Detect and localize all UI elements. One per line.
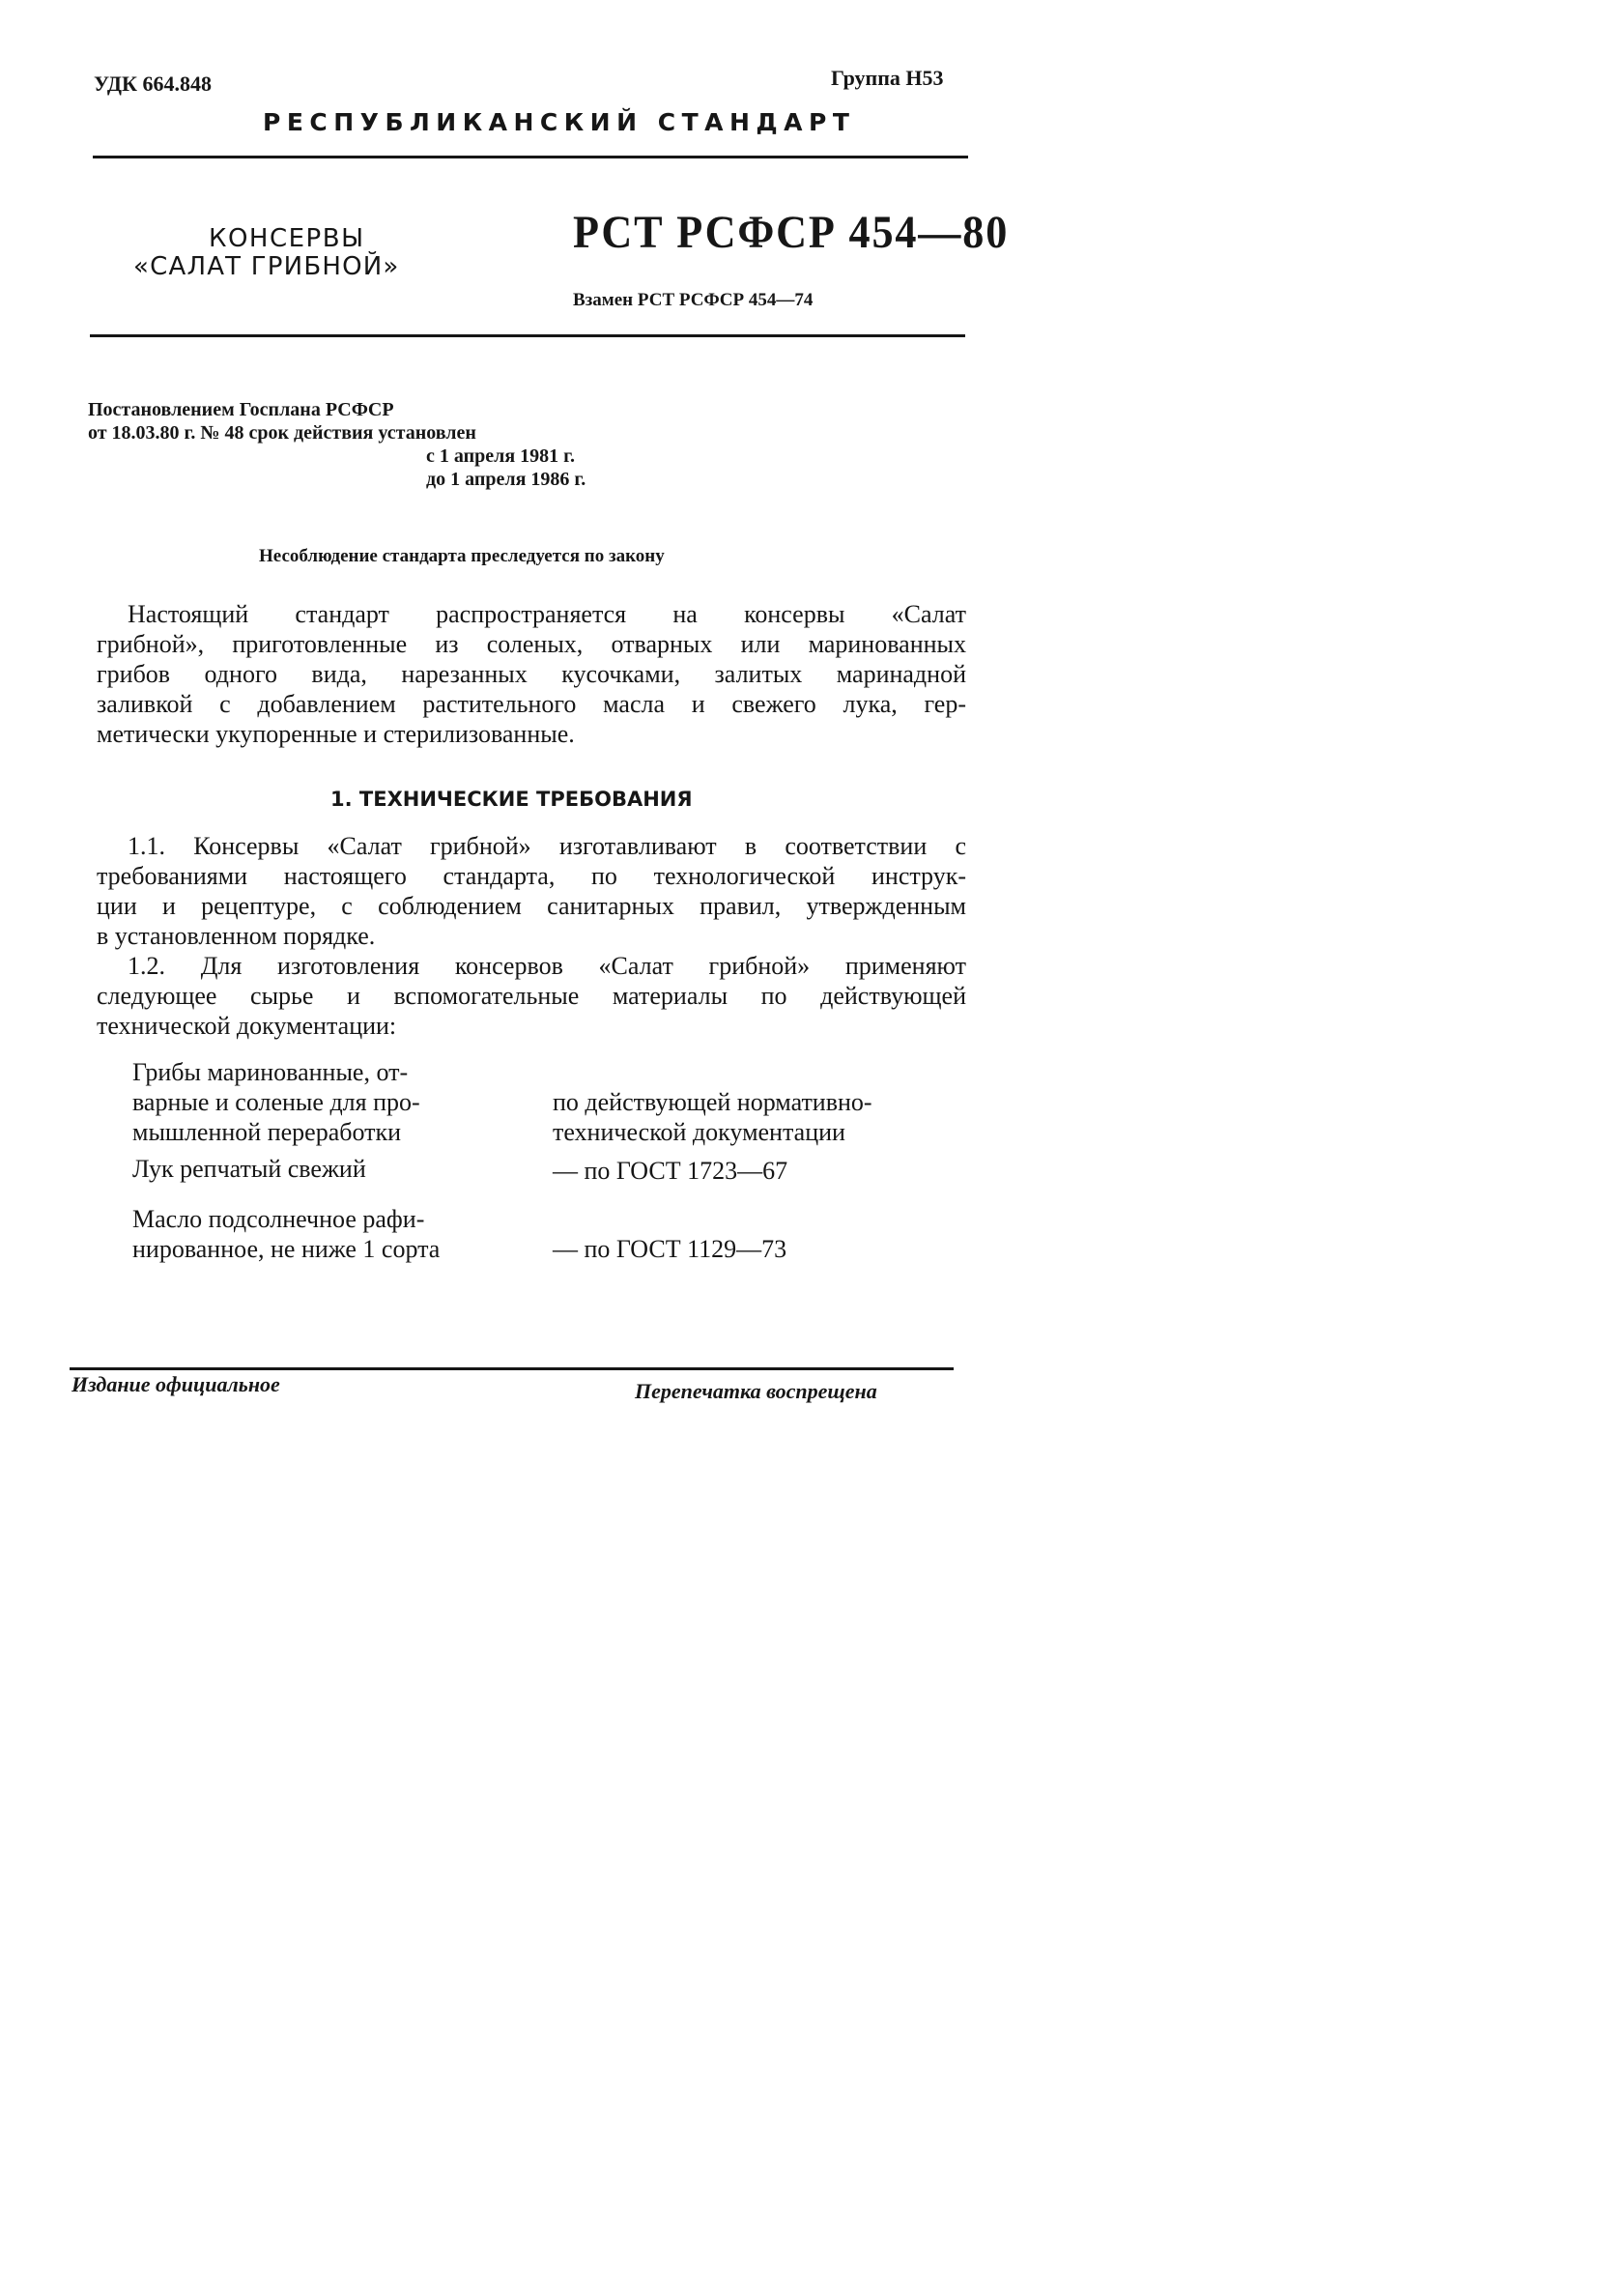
material-name-line: мышленной переработки [132, 1118, 402, 1146]
footer-rule [70, 1367, 954, 1370]
group-code: Группа Н53 [831, 66, 944, 90]
decree-line: от 18.03.80 г. № 48 срок действия установлен [88, 422, 476, 444]
material-name [132, 1154, 366, 1184]
material-spec-line: по действующей нормативно- [553, 1088, 872, 1116]
material-spec [553, 1087, 872, 1147]
material-spec [553, 1156, 787, 1186]
material-name-line: варные и соленые для про- [132, 1088, 420, 1116]
paragraph-line: грибной», приготовленные из соленых, отварных или маринованных [97, 630, 966, 658]
material-name-line: нированное, не ниже 1 сорта [132, 1235, 441, 1263]
top-rule [93, 156, 968, 158]
decree-start-date: с 1 апреля 1981 г. [426, 445, 576, 467]
title-rule [90, 334, 965, 337]
udk-code: УДК 664.848 [94, 72, 213, 96]
intro-paragraph [97, 599, 966, 749]
paragraph-line: 1.1. Консервы «Салат грибной» изготавливают в соответствии с [128, 832, 966, 860]
decree-end-date: до 1 апреля 1986 г. [426, 469, 586, 490]
decree-line: Постановлением Госплана РСФСР [88, 399, 394, 420]
paragraph-line: грибов одного вида, нарезанных кусочками, залитых маринадной [97, 660, 966, 688]
material-name-line: Масло подсолнечное рафи- [132, 1205, 425, 1233]
replaces-standard: Взамен РСТ РСФСР 454—74 [573, 290, 814, 310]
standard-type-heading: РЕСПУБЛИКАНСКИЙ СТАНДАРТ [263, 108, 856, 136]
material-name-line: Грибы маринованные, от- [132, 1058, 409, 1086]
material-spec-line: — по ГОСТ 1723—67 [553, 1157, 788, 1185]
paragraph-line: Настоящий стандарт распространяется на консервы «Салат [128, 600, 966, 628]
material-name [132, 1204, 440, 1264]
section-heading: 1. ТЕХНИЧЕСКИЕ ТРЕБОВАНИЯ [330, 788, 693, 811]
paragraph-line: 1.2. Для изготовления консервов «Салат грибной» применяют [128, 952, 966, 980]
paragraph-line: ции и рецептуре, с соблюдением санитарных правил, утвержденным [97, 892, 966, 920]
material-spec [553, 1234, 786, 1264]
material-spec-line: технической документации [553, 1118, 845, 1146]
reprint-prohibited-note: Перепечатка воспрещена [635, 1379, 877, 1403]
material-name [132, 1057, 420, 1147]
material-spec-line: — по ГОСТ 1129—73 [553, 1235, 787, 1263]
paragraph-line: требованиями настоящего стандарта, по технологической инструк- [97, 862, 966, 890]
product-title-line2: «САЛАТ ГРИБНОЙ» [133, 252, 400, 281]
standard-number: РСТ РСФСР 454—80 [573, 207, 1010, 258]
paragraph-line: технической документации: [97, 1012, 397, 1040]
official-edition-note: Издание официальное [71, 1372, 280, 1396]
clause-1-1 [97, 831, 966, 1041]
paragraph-line: заливкой с добавлением растительного масла и свежего лука, гер- [97, 690, 966, 718]
paragraph-line: в установленном порядке. [97, 922, 376, 950]
paragraph-line: метически укупоренные и стерилизованные. [97, 720, 575, 748]
product-title-line1: КОНСЕРВЫ [209, 224, 365, 253]
material-name-line: Лук репчатый свежий [132, 1155, 366, 1183]
paragraph-line: следующее сырье и вспомогательные материалы по действующей [97, 982, 966, 1010]
legal-warning: Несоблюдение стандарта преследуется по закону [259, 546, 665, 566]
